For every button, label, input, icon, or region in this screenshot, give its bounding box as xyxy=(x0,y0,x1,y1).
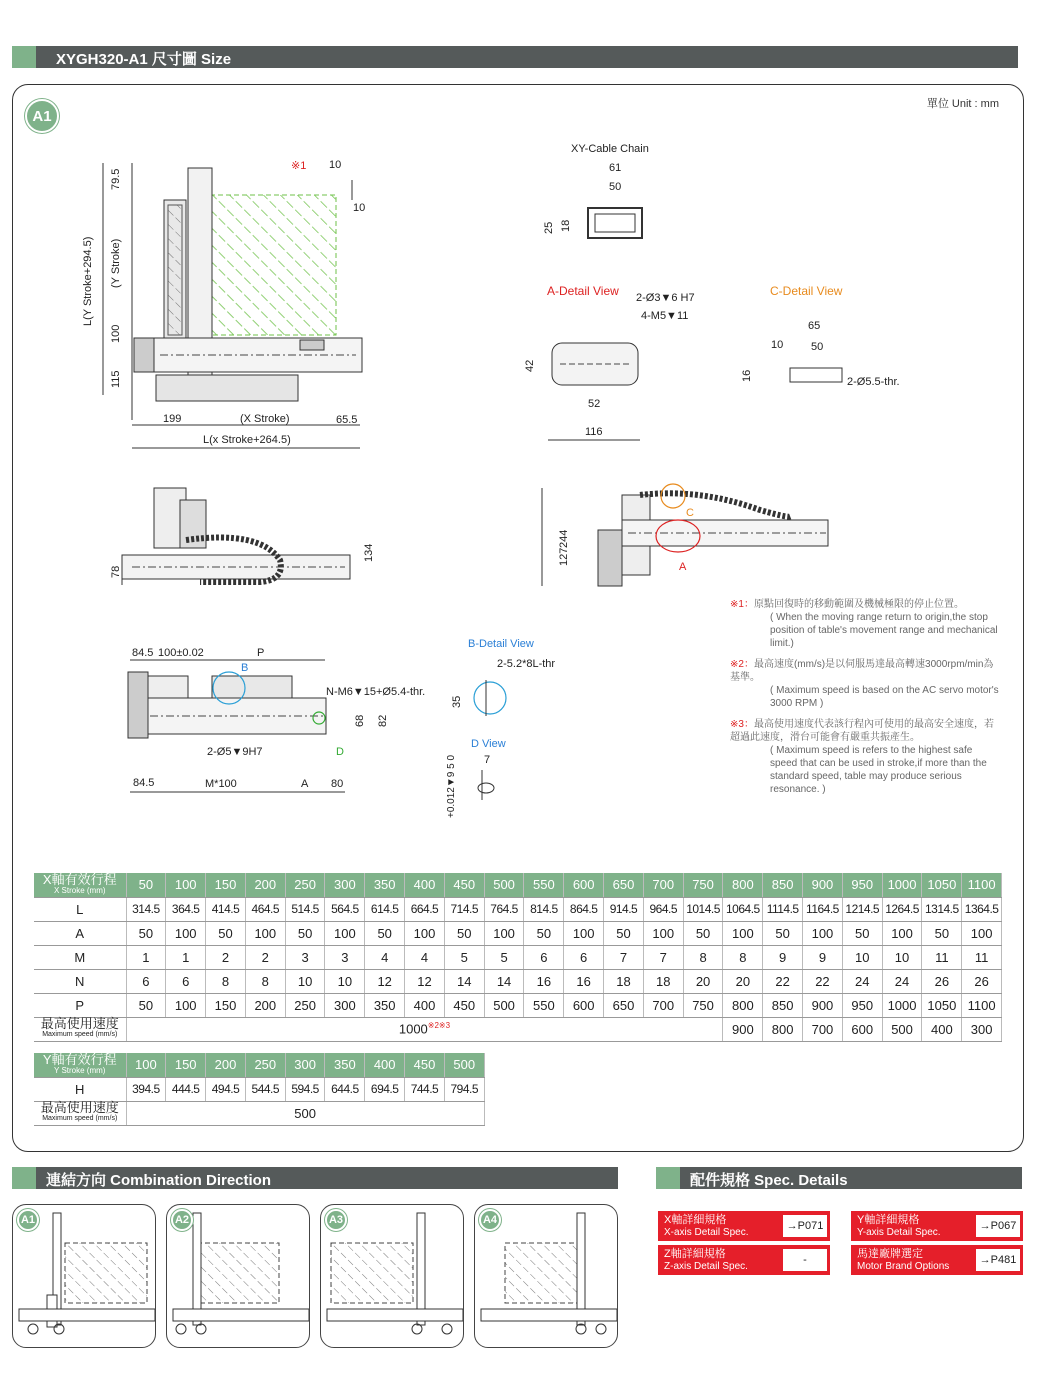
x-stroke-cell: 750 xyxy=(683,873,723,897)
x-speed-label: 最高使用速度 Maximum speed (mm/s) xyxy=(34,1017,126,1041)
plan-dim-pitch: 100±0.02 xyxy=(158,647,204,659)
plan-marker-d: D xyxy=(336,746,344,758)
x-table-cell: 14 xyxy=(484,969,524,993)
y-axis-page-ref[interactable]: →P067 xyxy=(976,1215,1020,1237)
x-table-row xyxy=(34,897,1002,921)
marker-a: A xyxy=(679,561,687,573)
x-table-cell: 200 xyxy=(245,993,285,1017)
x-table-cell: 3 xyxy=(285,945,325,969)
x-row-label: M xyxy=(34,945,126,969)
x-table-cell: 11 xyxy=(962,945,1002,969)
x-table-cell: 1114.5 xyxy=(763,897,803,921)
x-table-cell: 10 xyxy=(325,969,365,993)
x-table-cell: 6 xyxy=(524,945,564,969)
spec-section-title: 配件規格 Spec. Details xyxy=(690,1172,848,1189)
note-2: ※2：最高速度(mm/s)是以伺服馬達最高轉速3000rpm/min為基準。 ( Maximum speed is based on the AC servo motor's 3000 RPM ) xyxy=(730,659,999,709)
x-table-cell: 800 xyxy=(723,993,763,1017)
x-table-cell: 12 xyxy=(405,969,445,993)
x-table-cell: 1 xyxy=(166,945,206,969)
cable-chain-dim-50: 50 xyxy=(609,181,622,193)
plan-dim-68: 68 xyxy=(354,714,366,727)
y-table-cell: 394.5 xyxy=(126,1077,166,1101)
plan-dim-m: M*100 xyxy=(205,778,237,790)
x-stroke-cell: 900 xyxy=(803,873,843,897)
y-table-cell: 494.5 xyxy=(206,1077,246,1101)
x-stroke-cell: 700 xyxy=(643,873,683,897)
c-detail-dim-16: 16 xyxy=(741,369,753,382)
x-table-cell: 10 xyxy=(285,969,325,993)
top-dim-10a: 10 xyxy=(329,159,342,171)
x-table-cell: 50 xyxy=(842,921,882,945)
x-stroke-cell: 450 xyxy=(444,873,484,897)
x-table-corner: X軸有效行程 X Stroke (mm) xyxy=(34,873,126,897)
x-table-cell: 1314.5 xyxy=(922,897,962,921)
x-table-cell: 50 xyxy=(604,921,644,945)
x-table-cell: 550 xyxy=(524,993,564,1017)
x-table-cell: 100 xyxy=(564,921,604,945)
d-view-dim-7: 7 xyxy=(484,754,491,766)
x-table-cell: 50 xyxy=(126,921,166,945)
variant-badge: A1 xyxy=(25,99,59,133)
x-table-row xyxy=(34,993,1002,1017)
x-axis-spec-link[interactable]: X軸詳細規格 X-axis Detail Spec. →P071 xyxy=(658,1211,830,1241)
x-table-cell: 564.5 xyxy=(325,897,365,921)
x-table-cell: 514.5 xyxy=(285,897,325,921)
x-speed-cell: 400 xyxy=(922,1017,962,1041)
x-table-cell: 22 xyxy=(763,969,803,993)
x-table-cell: 1000 xyxy=(882,993,922,1017)
x-table-cell: 314.5 xyxy=(126,897,166,921)
x-stroke-cell: 300 xyxy=(325,873,365,897)
y-stroke-cell: 100 xyxy=(126,1053,166,1077)
x-stroke-cell: 650 xyxy=(604,873,644,897)
unit-label: 單位 Unit : mm xyxy=(926,98,999,110)
dim-x-stroke: (X Stroke) xyxy=(240,413,290,425)
x-table-cell: 764.5 xyxy=(484,897,524,921)
d-view-drawing xyxy=(478,770,494,800)
dim-y-stroke: (Y Stroke) xyxy=(110,238,122,288)
dim-244: 244 xyxy=(558,529,570,548)
x-table-cell: 300 xyxy=(325,993,365,1017)
x-table-header-row xyxy=(34,873,1002,897)
x-stroke-cell: 950 xyxy=(842,873,882,897)
x-table-cell: 20 xyxy=(723,969,763,993)
y-table-cell: 794.5 xyxy=(444,1077,484,1101)
y-stroke-cell: 450 xyxy=(405,1053,445,1077)
dim-134: 134 xyxy=(363,543,375,562)
x-table-cell: 26 xyxy=(962,969,1002,993)
b-detail-drawing xyxy=(474,682,506,714)
plan-hole-spec: 2-Ø5▼9H7 xyxy=(207,746,263,758)
notes-block xyxy=(730,598,1000,804)
plan-dim-80: 80 xyxy=(331,778,344,790)
x-table-cell: 100 xyxy=(962,921,1002,945)
x-table-cell: 50 xyxy=(444,921,484,945)
spec-section-header xyxy=(656,1167,1022,1189)
x-table-cell: 7 xyxy=(604,945,644,969)
dim-100: 100 xyxy=(110,324,122,343)
y-table-cell: 544.5 xyxy=(245,1077,285,1101)
x-speed-cell: 700 xyxy=(803,1017,843,1041)
x-table-cell: 1164.5 xyxy=(803,897,843,921)
x-table-cell: 4 xyxy=(405,945,445,969)
x-stroke-cell: 200 xyxy=(245,873,285,897)
y-table-cell: 694.5 xyxy=(365,1077,405,1101)
x-speed-merged: $1000^{※2※3}$ xyxy=(126,1017,723,1041)
page-title: XYGH320-A1 尺寸圖 Size xyxy=(56,51,232,68)
x-table-cell: 600 xyxy=(564,993,604,1017)
x-stroke-cell: 500 xyxy=(484,873,524,897)
y-stroke-cell: 350 xyxy=(325,1053,365,1077)
dim-l-x-stroke: L(x Stroke+264.5) xyxy=(203,434,291,446)
x-table-cell: 100 xyxy=(405,921,445,945)
combo-a4 xyxy=(474,1204,618,1348)
x-table-cell: 450 xyxy=(444,993,484,1017)
x-table-cell: 3 xyxy=(325,945,365,969)
a-detail-dim-42: 42 xyxy=(524,359,536,372)
x-table-row xyxy=(34,969,1002,993)
x-stroke-cell: 100 xyxy=(166,873,206,897)
x-stroke-cell: 250 xyxy=(285,873,325,897)
x-table-cell: 18 xyxy=(604,969,644,993)
x-stroke-cell: 550 xyxy=(524,873,564,897)
x-speed-cell: 300 xyxy=(962,1017,1002,1041)
x-speed-row xyxy=(34,1017,1002,1041)
x-table-cell: 6 xyxy=(166,969,206,993)
x-table-cell: 50 xyxy=(922,921,962,945)
x-speed-cell: 600 xyxy=(842,1017,882,1041)
a-detail-hole-spec: 2-Ø3▼6 H7 xyxy=(636,292,695,304)
x-table-cell: 100 xyxy=(484,921,524,945)
marker-c: C xyxy=(686,507,694,519)
x-table-cell: 464.5 xyxy=(245,897,285,921)
x-table-cell: 1214.5 xyxy=(842,897,882,921)
motor-brand-page-ref[interactable]: →P481 xyxy=(976,1249,1020,1271)
x-speed-cell: 800 xyxy=(763,1017,803,1041)
x-table-cell: 614.5 xyxy=(365,897,405,921)
x-table-cell: 4 xyxy=(365,945,405,969)
x-table-cell: 100 xyxy=(643,921,683,945)
plan-dim-84-5: 84.5 xyxy=(132,647,154,659)
x-table-cell: 5 xyxy=(444,945,484,969)
x-row-label: A xyxy=(34,921,126,945)
x-stroke-cell: 1000 xyxy=(882,873,922,897)
x-axis-page-ref[interactable]: →P071 xyxy=(783,1215,827,1237)
a-detail-title: A-Detail View xyxy=(547,284,619,298)
b-detail-title: B-Detail View xyxy=(468,638,534,650)
x-stroke-cell: 1100 xyxy=(962,873,1002,897)
x-row-label: N xyxy=(34,969,126,993)
bottom-plan-drawing xyxy=(128,660,345,792)
note-3: ※3：最高使用速度代表該行程內可使用的最高安全速度，若超過此速度，滑台可能會有嚴重共振產生。 ( Maximum speed is refers to the highest safe speed that can be used in stroke,if more than the standard speed, table may produce serious resonance. ) xyxy=(730,719,994,795)
x-table-cell: 950 xyxy=(842,993,882,1017)
x-table-cell: 750 xyxy=(683,993,723,1017)
plan-thread-spec: N-M6▼15+Ø5.4-thr. xyxy=(326,686,426,698)
x-table-cell: 864.5 xyxy=(564,897,604,921)
y-stroke-cell: 200 xyxy=(206,1053,246,1077)
x-stroke-cell: 800 xyxy=(723,873,763,897)
x-table-cell: 20 xyxy=(683,969,723,993)
x-table-cell: 100 xyxy=(803,921,843,945)
x-table-cell: 400 xyxy=(405,993,445,1017)
x-table-cell: 700 xyxy=(643,993,683,1017)
x-table-cell: 250 xyxy=(285,993,325,1017)
x-table-cell: 900 xyxy=(803,993,843,1017)
y-table-cell: 644.5 xyxy=(325,1077,365,1101)
y-stroke-cell: 250 xyxy=(245,1053,285,1077)
x-table-cell: 100 xyxy=(166,921,206,945)
y-table-cell: 444.5 xyxy=(166,1077,206,1101)
x-table-cell: 914.5 xyxy=(604,897,644,921)
x-table-cell: 6 xyxy=(126,969,166,993)
x-stroke-cell: 600 xyxy=(564,873,604,897)
cable-chain-dim-18: 18 xyxy=(560,219,572,232)
x-table-cell: 814.5 xyxy=(524,897,564,921)
c-detail-dim-50: 50 xyxy=(811,341,824,353)
x-speed-cell: 900 xyxy=(723,1017,763,1041)
d-view-tolerance: +0.012▼9 5 0 xyxy=(446,754,457,818)
x-table-cell: 50 xyxy=(683,921,723,945)
x-table-cell: 1 xyxy=(126,945,166,969)
dim-65-5: 65.5 xyxy=(336,414,358,426)
x-table-cell: 5 xyxy=(484,945,524,969)
x-table-cell: 7 xyxy=(643,945,683,969)
y-stroke-cell: 400 xyxy=(365,1053,405,1077)
dim-79-5: 79.5 xyxy=(110,168,122,190)
y-row-label: H xyxy=(34,1077,126,1101)
x-table-cell: 100 xyxy=(882,921,922,945)
y-axis-spec-link[interactable]: Y軸詳細規格 Y-axis Detail Spec. →P067 xyxy=(851,1211,1023,1241)
x-table-cell: 10 xyxy=(842,945,882,969)
x-table-cell: 9 xyxy=(803,945,843,969)
x-table-cell: 16 xyxy=(524,969,564,993)
x-table-cell: 2 xyxy=(206,945,246,969)
x-table-cell: 100 xyxy=(166,993,206,1017)
plan-dim-p: P xyxy=(257,647,265,659)
cable-chain-dim-25: 25 xyxy=(543,221,555,234)
a-detail-dim-116: 116 xyxy=(585,426,603,438)
combo-a1 xyxy=(12,1204,156,1348)
note-1: ※1：原點回復時的移動範圍及機械極限的停止位置。 ( When the moving range return to origin,the stop position of table's movement range and mechanical limit.) xyxy=(730,599,998,649)
x-table-cell: 1050 xyxy=(922,993,962,1017)
x-table-cell: 350 xyxy=(365,993,405,1017)
note-ref-1: ※1 xyxy=(291,160,307,172)
x-row-label: P xyxy=(34,993,126,1017)
y-stroke-cell: 300 xyxy=(285,1053,325,1077)
top-dim-10b: 10 xyxy=(353,202,366,214)
x-speed-cell: 500 xyxy=(882,1017,922,1041)
x-table-cell: 24 xyxy=(842,969,882,993)
z-axis-spec-link[interactable]: Z軸詳細規格 Z-axis Detail Spec. - xyxy=(658,1245,830,1275)
x-table-cell: 1264.5 xyxy=(882,897,922,921)
plan-dim-84-5b: 84.5 xyxy=(133,777,155,789)
d-view-title: D View xyxy=(471,738,506,750)
combo-a4-badge: A4 xyxy=(479,1209,501,1231)
c-detail-dim-10: 10 xyxy=(771,339,784,351)
x-table-cell: 1100 xyxy=(962,993,1002,1017)
y-table-cell: 744.5 xyxy=(405,1077,445,1101)
plan-dim-a: A xyxy=(301,778,309,790)
y-table-corner: Y軸有效行程 Y Stroke (mm) xyxy=(34,1053,126,1077)
x-stroke-cell: 350 xyxy=(365,873,405,897)
b-detail-thread: 2-5.2*8L-thr xyxy=(497,658,556,670)
y-table-row xyxy=(34,1077,484,1101)
dim-127: 127 xyxy=(558,547,570,566)
x-table-cell: 1014.5 xyxy=(683,897,723,921)
c-detail-drawing xyxy=(790,368,842,382)
x-table-cell: 500 xyxy=(484,993,524,1017)
x-table-cell: 50 xyxy=(285,921,325,945)
x-table-cell: 10 xyxy=(882,945,922,969)
x-table-cell: 8 xyxy=(723,945,763,969)
y-table-cell: 594.5 xyxy=(285,1077,325,1101)
x-table-cell: 18 xyxy=(643,969,683,993)
x-table-cell: 6 xyxy=(564,945,604,969)
x-stroke-table xyxy=(34,873,1002,1042)
x-table-cell: 100 xyxy=(325,921,365,945)
x-table-cell: 8 xyxy=(206,969,246,993)
x-table-cell: 414.5 xyxy=(206,897,246,921)
y-stroke-table xyxy=(34,1053,485,1126)
x-table-cell: 24 xyxy=(882,969,922,993)
x-table-cell: 50 xyxy=(126,993,166,1017)
x-table-cell: 22 xyxy=(803,969,843,993)
x-table-cell: 364.5 xyxy=(166,897,206,921)
y-table-header-row xyxy=(34,1053,484,1077)
y-stroke-cell: 500 xyxy=(444,1053,484,1077)
y-speed-row xyxy=(34,1101,484,1125)
x-table-cell: 12 xyxy=(365,969,405,993)
combination-section-header xyxy=(12,1167,618,1189)
x-table-cell: 650 xyxy=(604,993,644,1017)
x-table-cell: 1064.5 xyxy=(723,897,763,921)
x-stroke-cell: 1050 xyxy=(922,873,962,897)
x-table-cell: 50 xyxy=(206,921,246,945)
x-table-row xyxy=(34,921,1002,945)
combo-a3 xyxy=(320,1204,464,1348)
x-table-cell: 150 xyxy=(206,993,246,1017)
x-table-cell: 714.5 xyxy=(444,897,484,921)
x-stroke-cell: 850 xyxy=(763,873,803,897)
b-detail-dim-35: 35 xyxy=(451,695,463,708)
x-table-cell: 100 xyxy=(245,921,285,945)
combo-a2 xyxy=(166,1204,310,1348)
y-speed-value: 500 xyxy=(126,1101,484,1125)
combo-a3-badge: A3 xyxy=(325,1209,347,1231)
x-stroke-cell: 50 xyxy=(126,873,166,897)
x-table-cell: 964.5 xyxy=(643,897,683,921)
x-table-cell: 26 xyxy=(922,969,962,993)
x-table-cell: 50 xyxy=(763,921,803,945)
x-table-cell: 664.5 xyxy=(405,897,445,921)
cable-chain-dim-61: 61 xyxy=(609,162,622,174)
top-view-drawing xyxy=(103,163,362,448)
dim-199: 199 xyxy=(163,413,182,425)
x-table-cell: 100 xyxy=(723,921,763,945)
y-stroke-cell: 150 xyxy=(166,1053,206,1077)
motor-brand-link[interactable]: 馬達廠牌選定 Motor Brand Options →P481 xyxy=(851,1245,1023,1275)
x-row-label: L xyxy=(34,897,126,921)
x-table-cell: 11 xyxy=(922,945,962,969)
x-table-cell: 8 xyxy=(245,969,285,993)
x-stroke-cell: 150 xyxy=(206,873,246,897)
dim-78: 78 xyxy=(110,565,122,578)
c-detail-title: C-Detail View xyxy=(770,284,843,298)
y-speed-label: 最高使用速度 Maximum speed (mm/s) xyxy=(34,1101,126,1125)
combination-section-title: 連結方向 Combination Direction xyxy=(46,1172,272,1189)
x-table-cell: 2 xyxy=(245,945,285,969)
c-detail-thread: 2-Ø5.5-thr. xyxy=(847,376,900,388)
plan-dim-82: 82 xyxy=(377,714,389,727)
combo-a2-badge: A2 xyxy=(171,1209,193,1231)
z-axis-page-ref[interactable]: - xyxy=(783,1249,827,1271)
x-table-cell: 1364.5 xyxy=(962,897,1002,921)
x-table-cell: 8 xyxy=(683,945,723,969)
x-table-row xyxy=(34,945,1002,969)
cable-chain-title: XY-Cable Chain xyxy=(571,143,649,155)
c-detail-dim-65: 65 xyxy=(808,320,821,332)
x-table-cell: 16 xyxy=(564,969,604,993)
x-table-cell: 9 xyxy=(763,945,803,969)
x-table-cell: 50 xyxy=(524,921,564,945)
dim-115: 115 xyxy=(110,370,122,388)
x-table-cell: 14 xyxy=(444,969,484,993)
x-table-cell: 50 xyxy=(365,921,405,945)
side-view-drawing xyxy=(122,488,350,585)
plan-marker-b: B xyxy=(241,662,249,674)
combo-a1-badge: A1 xyxy=(17,1209,39,1231)
a-detail-dim-52: 52 xyxy=(588,398,601,410)
dim-l-y-stroke: L(Y Stroke+294.5) xyxy=(82,236,94,326)
a-detail-thread-spec: 4-M5▼11 xyxy=(641,310,689,322)
x-stroke-cell: 400 xyxy=(405,873,445,897)
x-table-cell: 850 xyxy=(763,993,803,1017)
